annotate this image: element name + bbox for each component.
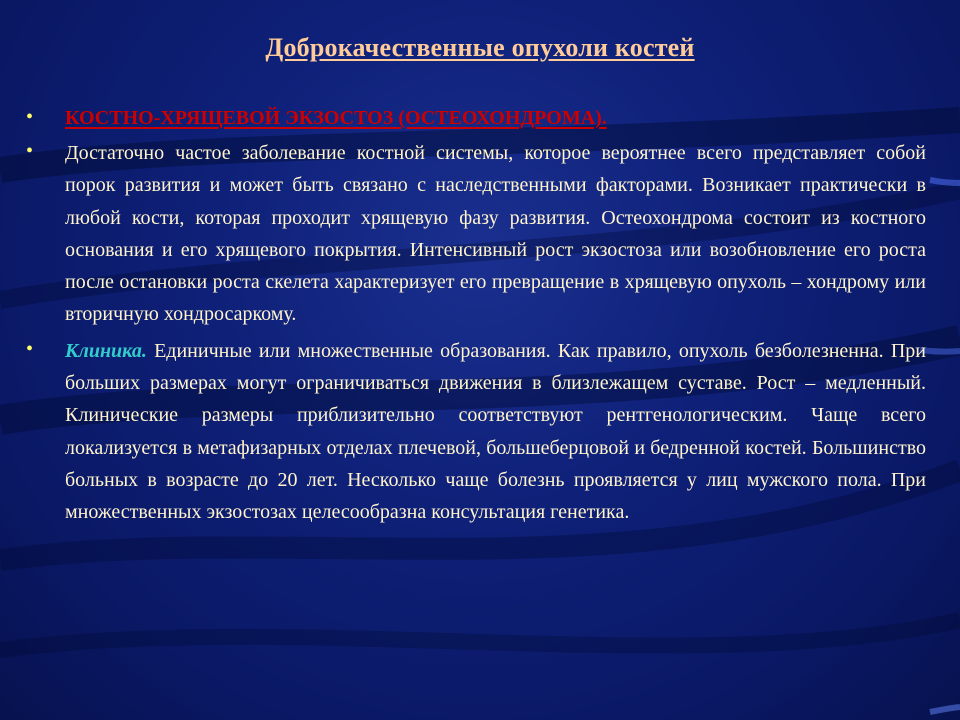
clinic-text: Единичные или множественные образования. Как правило, опухоль безболезненна. При больших размерах могут ограничиваться движения в близлежащем суставе. Рост – медленный. Клинические размеры приблизительно соответствуют рентгенологическим. Чаще всего локализуется в метафизарных отделах плечевой, большеберцовой и бедренной костей. Большинство больных в возрасте до 20 лет. Несколько чаще болезнь проявляется у лиц мужского пола. При множественных экзостозах целесообразна консультация генетика. <box>65 339 926 524</box>
swoosh-light-2 <box>920 350 960 352</box>
description-paragraph: Достаточно частое заболевание костной системы, которое вероятнее всего представляет собой порок развития и может быть связано с наследственными факторами. Возникает практически в любой кости, которая проходит хрящевую фазу развития. Остеохондрома состоит из костного основания и его хрящевого покрытия. Интенсивный рост экзостоза или возобновление его роста после остановки роста скелета характеризует его превращение в хрящевую опухоль – хондрому или вторичную хондросаркому. <box>65 142 926 326</box>
bullet-item-description <box>26 137 926 331</box>
bullet-item-heading <box>26 103 926 133</box>
slide-content <box>26 103 926 533</box>
slide-title: Доброкачественные опухоли костей <box>265 33 695 62</box>
swoosh-light-1 <box>930 180 960 183</box>
bullet-item-clinic <box>26 335 926 529</box>
bullet-icon: • <box>26 140 34 162</box>
clinic-paragraph <box>65 335 926 529</box>
clinic-label: Клиника. <box>65 339 147 362</box>
section-heading: КОСТНО-ХРЯЩЕВОЙ ЭКЗОСТОЗ (ОСТЕОХОНДРОМА). <box>65 107 607 129</box>
swoosh-5 <box>0 620 960 650</box>
bullet-icon: • <box>26 337 34 360</box>
swoosh-light-3 <box>930 707 960 712</box>
bullet-icon: • <box>26 106 34 128</box>
